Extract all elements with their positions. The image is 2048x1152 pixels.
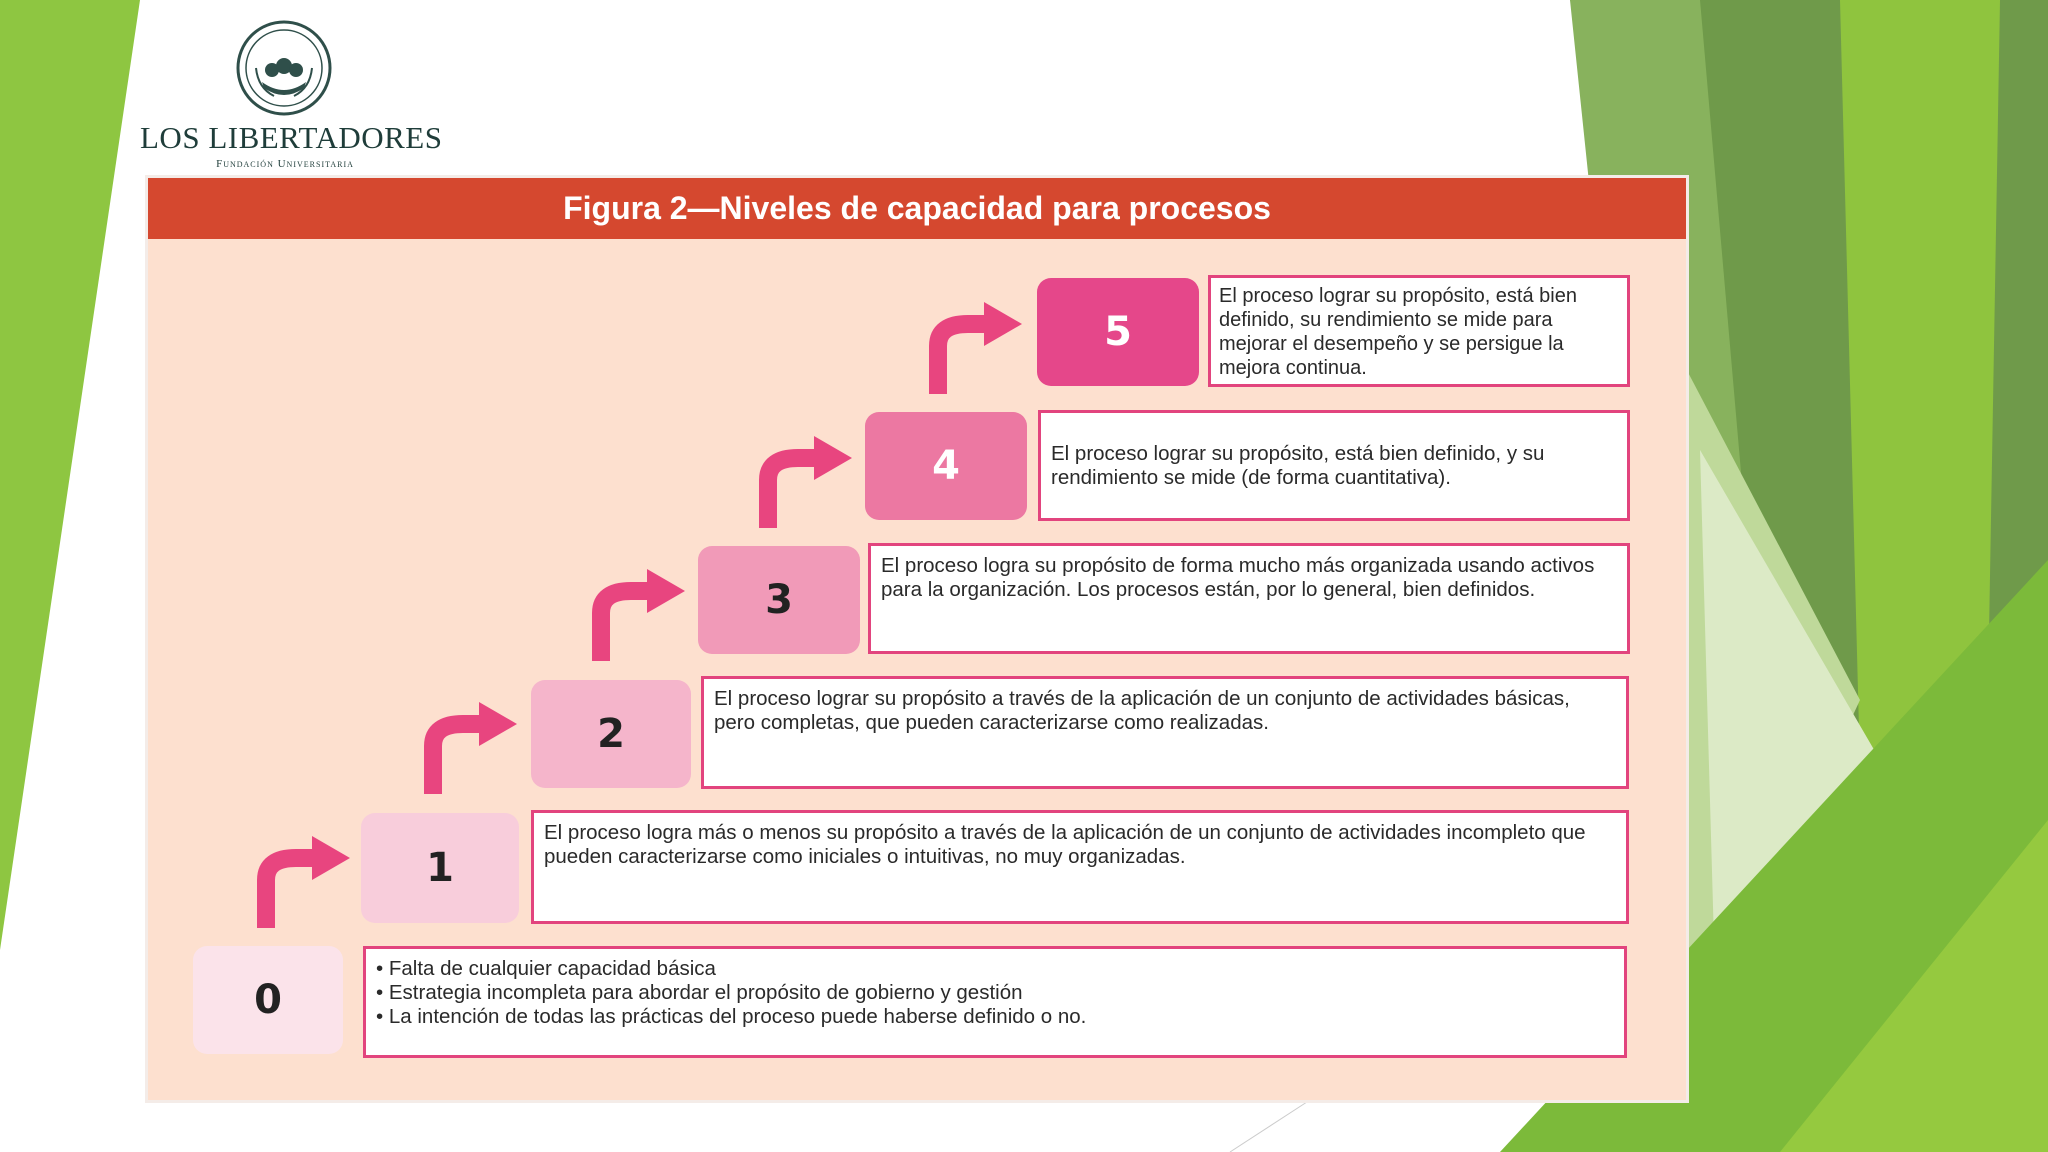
level-4-description (1038, 410, 1630, 521)
university-logo (140, 18, 443, 170)
level-0-bullet-3: • La intención de todas las prácticas del proceso puede haberse definido o no. (376, 1005, 1087, 1028)
level-1-box (361, 813, 519, 923)
level-2-description (701, 676, 1629, 789)
level-3-text: El proceso logra su propósito de forma mucho más organizada usando activos para la organización. Los procesos están, por lo general, bien definidos. (881, 554, 1595, 601)
level-5-description (1208, 275, 1630, 387)
level-2-text: El proceso lograr su propósito a través de la aplicación de un conjunto de actividades básicas, pero completas, que pueden caracterizarse como realizadas. (714, 687, 1570, 734)
level-4-box (865, 412, 1027, 520)
figure-title: Figura 2—Niveles de capacidad para procesos (148, 178, 1686, 239)
level-5-text: El proceso lograr su propósito, está bien definido, su rendimiento se mide para mejorar el desempeño y se persigue la mejora continua. (1219, 285, 1577, 379)
level-0-bullet-1: • Falta de cualquier capacidad básica (376, 957, 716, 980)
step-arrow-icon (423, 696, 523, 796)
level-4-number: 4 (932, 443, 960, 489)
level-0-number: 0 (254, 977, 282, 1023)
level-5-number: 5 (1104, 309, 1132, 355)
level-3-box (698, 546, 860, 654)
capacity-levels-figure (148, 178, 1686, 1100)
logo-name: LOS LIBERTADORES (140, 120, 443, 155)
university-seal-icon (234, 18, 334, 118)
level-2-box (531, 680, 691, 788)
step-arrow-icon (758, 430, 858, 530)
level-0-description (363, 946, 1627, 1058)
level-3-description (868, 543, 1630, 654)
level-0-box (193, 946, 343, 1054)
logo-subtitle: Fundación Universitaria (216, 158, 354, 170)
step-arrow-icon (591, 563, 691, 663)
level-1-text: El proceso logra más o menos su propósito a través de la aplicación de un conjunto de actividades incompleto que pueden caracterizarse como iniciales o intuitivas, no muy organizadas. (544, 821, 1586, 868)
level-0-bullet-2: • Estrategia incompleta para abordar el propósito de gobierno y gestión (376, 981, 1023, 1004)
step-arrow-icon (256, 830, 356, 930)
level-3-number: 3 (765, 577, 793, 623)
level-5-box (1037, 278, 1199, 386)
level-4-text: El proceso lograr su propósito, está bien definido, y su rendimiento se mide (de forma cuantitativa). (1051, 441, 1545, 489)
step-arrow-icon (928, 296, 1028, 396)
level-1-description (531, 810, 1629, 924)
level-2-number: 2 (597, 711, 625, 757)
level-1-number: 1 (426, 845, 454, 891)
